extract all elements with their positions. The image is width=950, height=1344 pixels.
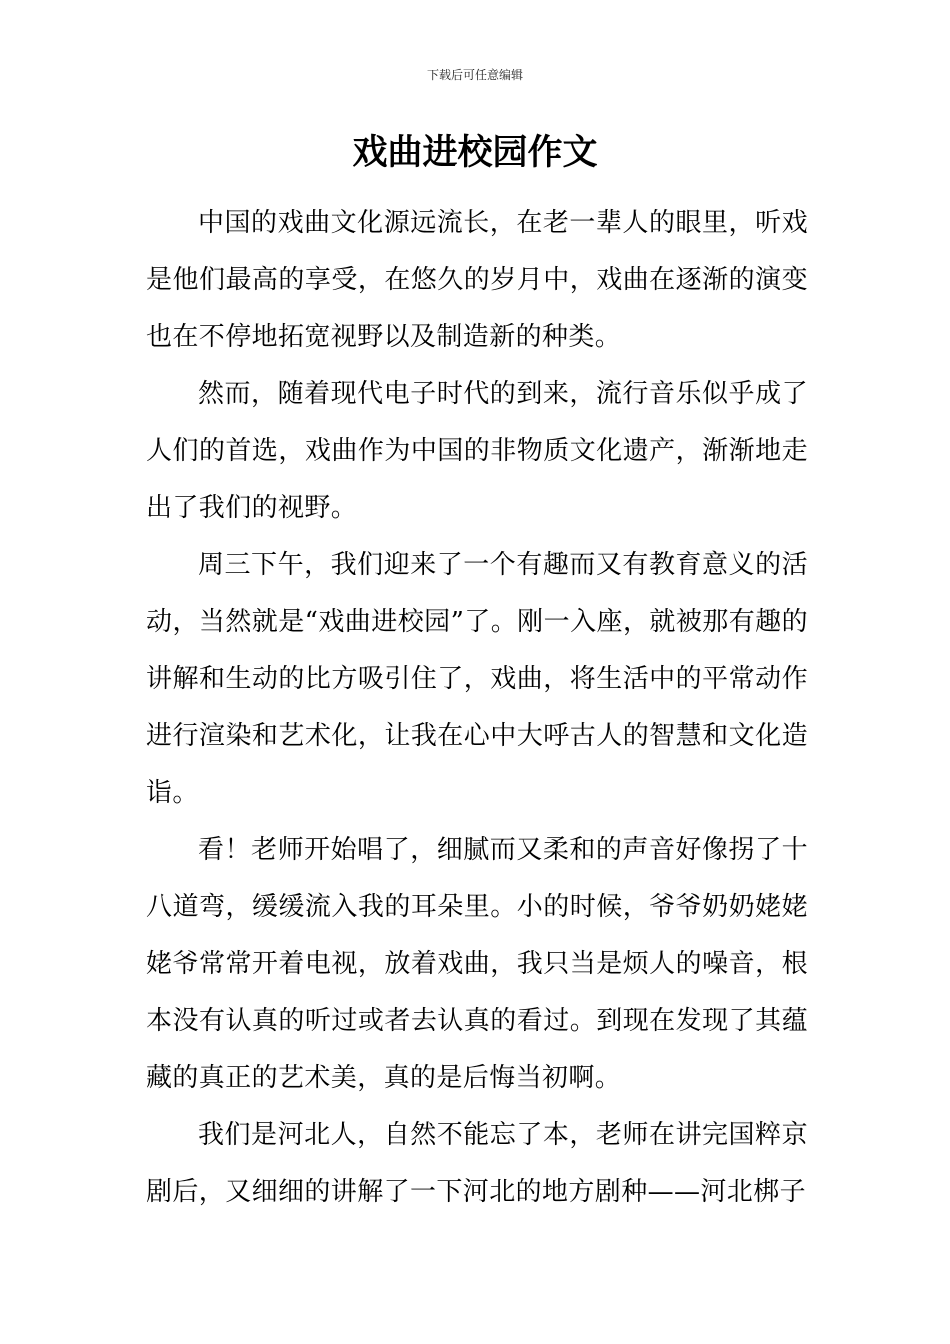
- document-body: [146, 195, 808, 1221]
- header-note: 下载后可任意编辑: [426, 68, 523, 82]
- paragraph-4: 看！老师开始唱了，细腻而又柔和的声音好像拐了十八道弯，缓缓流入我的耳朵里。小的时候，爷爷奶奶姥姥姥爷常常开着电视，放着戏曲，我只当是烦人的噪音，根本没有认真的听过或者去认真的看过。到现在发现了其蕴藏的真正的艺术美，真的是后悔当初啊。: [146, 835, 808, 1093]
- paragraph-5: 我们是河北人，自然不能忘了本，老师在讲完国粹京剧后，又细细的讲解了一下河北的地方剧种——河北梆子: [146, 1120, 808, 1207]
- paragraph-3: 周三下午，我们迎来了一个有趣而又有教育意义的活动，当然就是“戏曲进校园”了。刚一入座，就被那有趣的讲解和生动的比方吸引住了，戏曲，将生活中的平常动作进行渲染和艺术化，让我在心中大呼古人的智慧和文化造诣。: [146, 550, 808, 808]
- paragraph-2: 然而，随着现代电子时代的到来，流行音乐似乎成了人们的首选，戏曲作为中国的非物质文化遗产，渐渐地走出了我们的视野。: [146, 379, 808, 523]
- document-title: 戏曲进校园作文: [352, 133, 598, 173]
- paragraph-1: 中国的戏曲文化源远流长，在老一辈人的眼里，听戏是他们最高的享受，在悠久的岁月中，戏曲在逐渐的演变也在不停地拓宽视野以及制造新的种类。: [146, 208, 808, 352]
